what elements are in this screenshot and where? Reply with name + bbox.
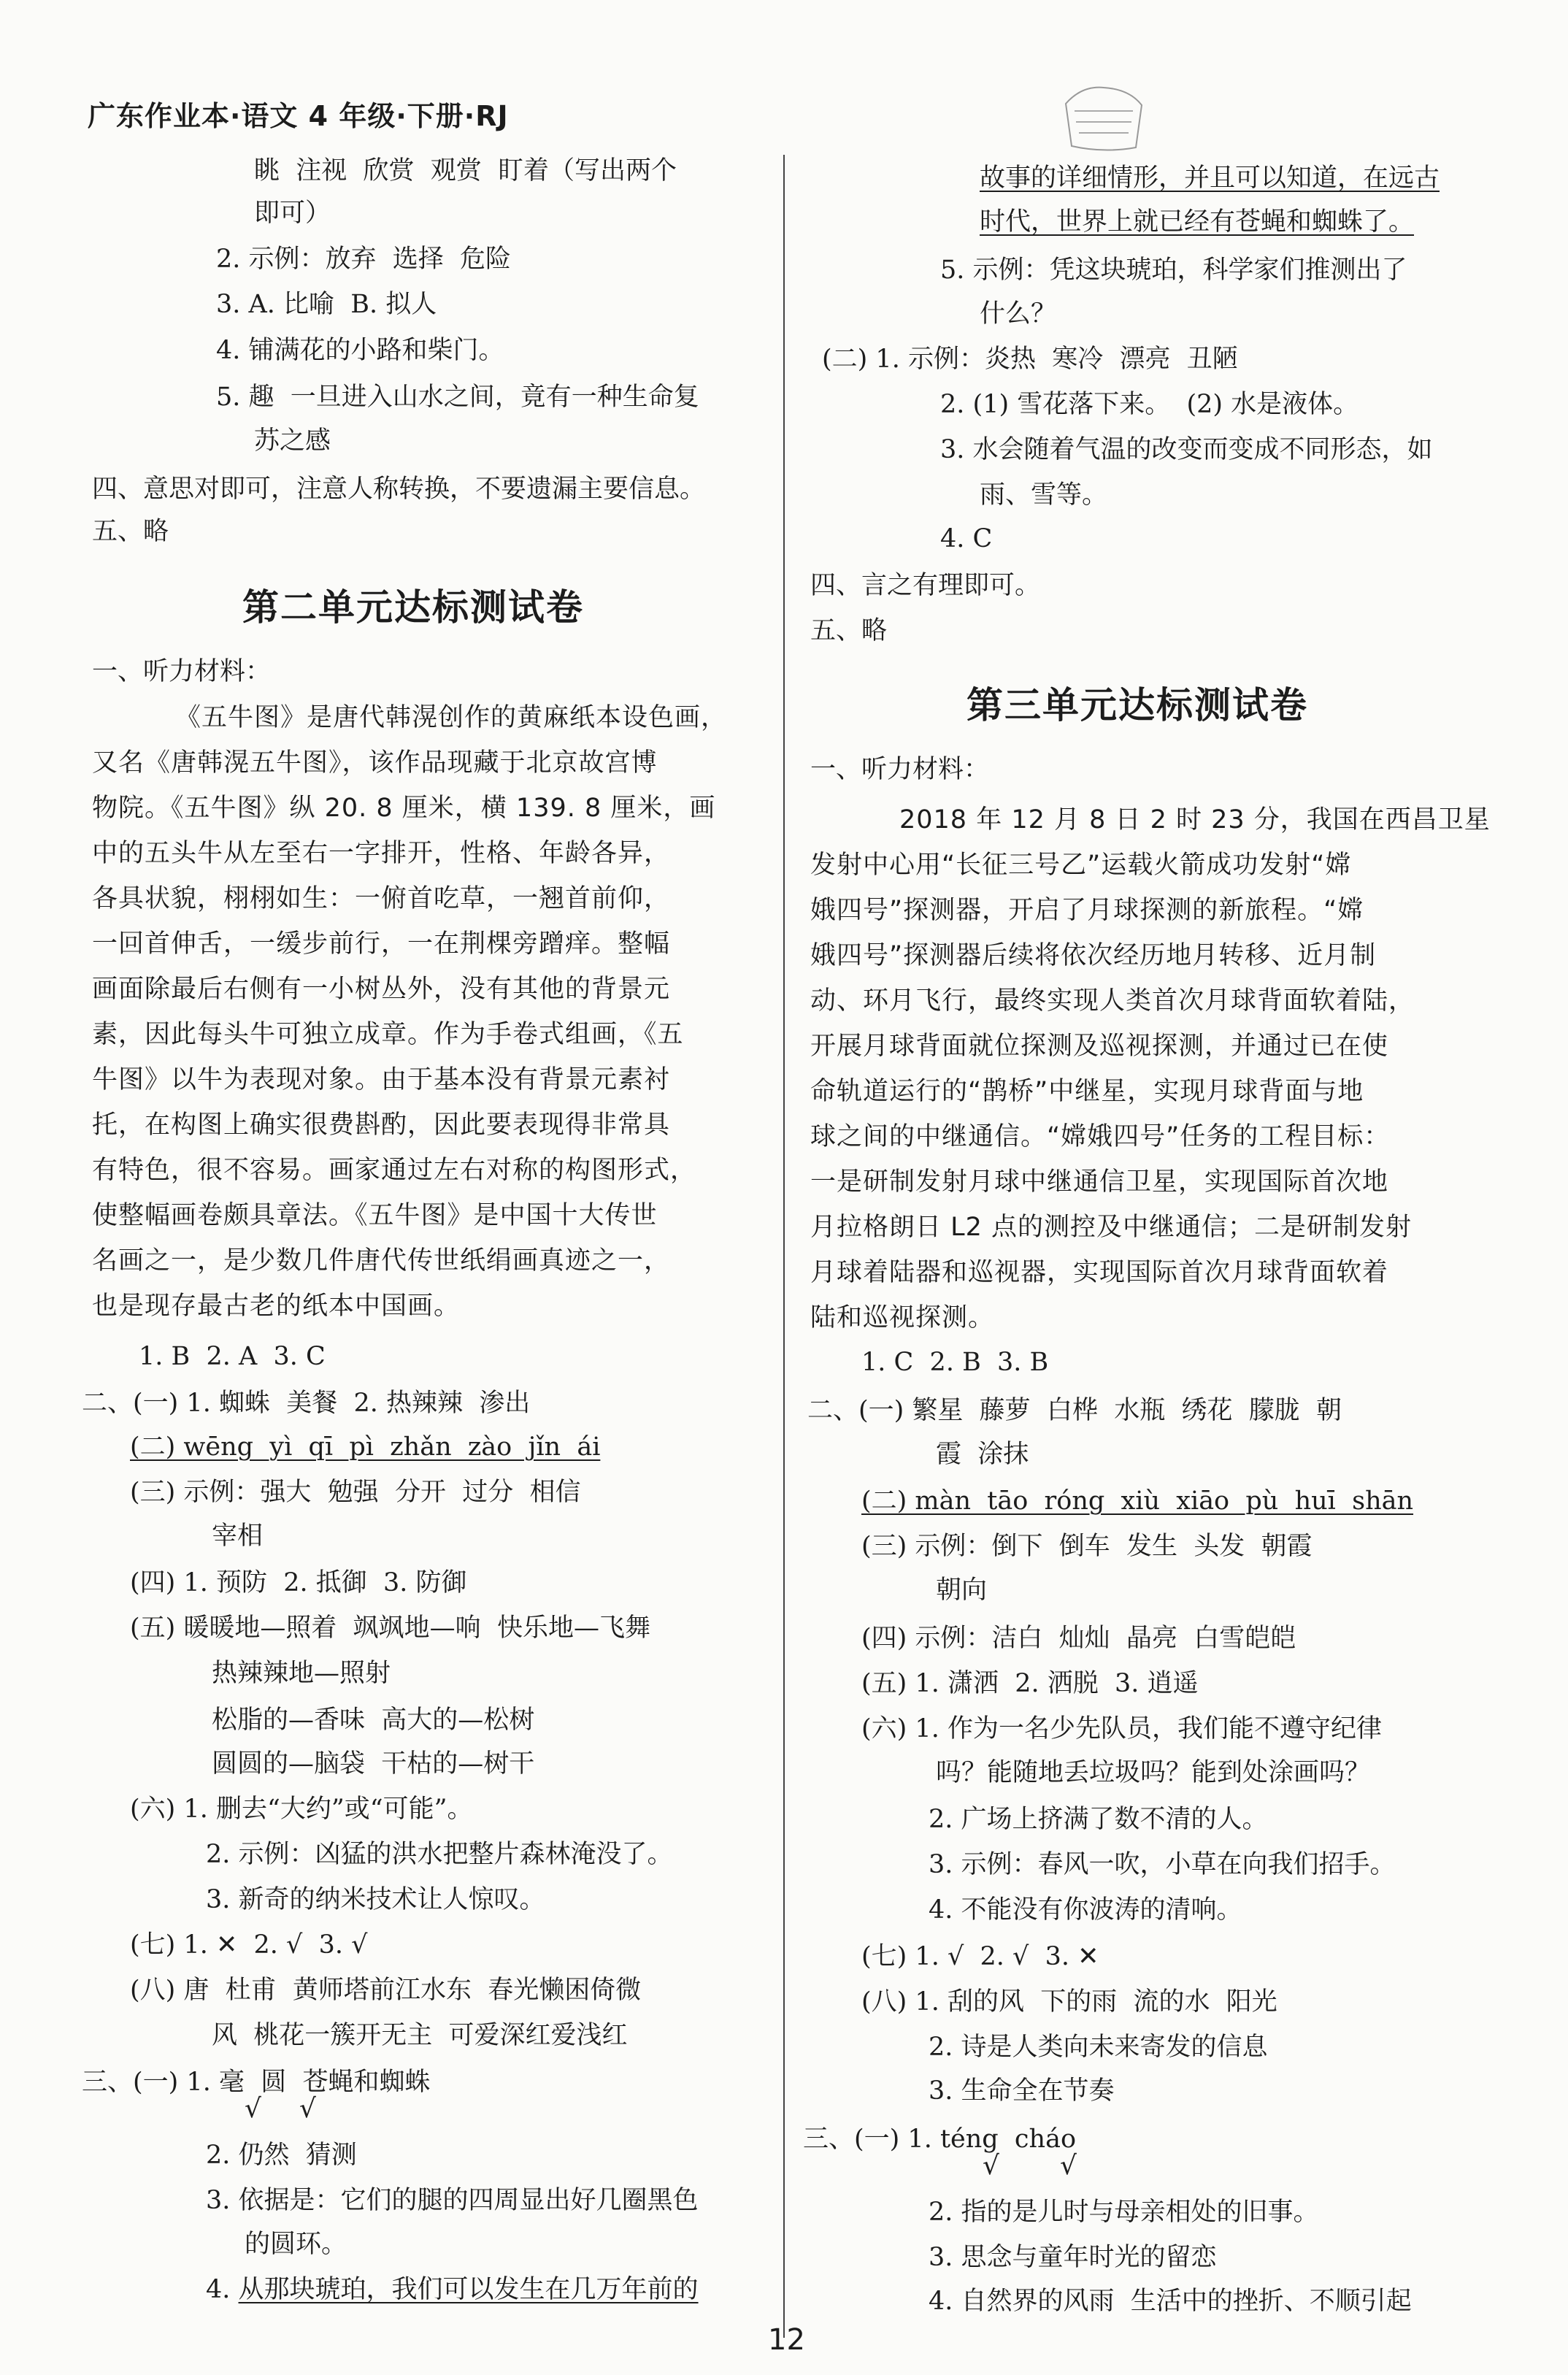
answer-line: 一、听力材料： xyxy=(92,657,272,686)
answer-line: (四) 1. 预防 2. 抵御 3. 防御 xyxy=(130,1568,467,1597)
answer-line: 五、略 xyxy=(810,616,888,645)
answer-line: 二、(一) 1. 蜘蛛 美餐 2. 热辣辣 渗出 xyxy=(82,1389,531,1418)
answer-line: 雨、雪等。 xyxy=(980,480,1108,510)
answer-line: 2. 指的是儿时与母亲相处的旧事。 xyxy=(929,2198,1319,2227)
underlined-answer: 故事的详细情形，并且可以知道，在远古 xyxy=(980,164,1440,193)
passage-line: 球之间的中继通信。“嫦娥四号”任务的工程目标： xyxy=(810,1122,1391,1151)
passage-line: 命轨道运行的“鹊桥”中继星，实现月球背面与地 xyxy=(810,1077,1364,1106)
answer-line: 2. 示例：放弃 选择 危险 xyxy=(216,245,512,274)
answer-line: (二) màn tāo róng xiù xiāo pù huī shān xyxy=(861,1486,1414,1516)
answer-line: 3. 水会随着气温的改变而变成不同形态，如 xyxy=(940,435,1433,464)
passage-line: 动、环月飞行，最终实现人类首次月球背面软着陆， xyxy=(810,986,1415,1016)
passage-line: 有特色，很不容易。画家通过左右对称的构图形式， xyxy=(92,1156,697,1185)
answer-line: 4. C xyxy=(940,524,993,553)
page-header: 广东作业本·语文 4 年级·下册·RJ xyxy=(88,100,509,132)
answer-line xyxy=(206,2274,699,2306)
answer-line: 二、(一) 繁星 藤萝 白桦 水瓶 绣花 朦胧 朝 xyxy=(807,1396,1342,1425)
answer-line: 的圆环。 xyxy=(245,2230,347,2259)
answer-line: 1. B 2. A 3. C xyxy=(139,1342,326,1371)
answer-line: 宰相 xyxy=(212,1522,264,1551)
passage-line: 月拉格朗日 L2 点的测控及中继通信；二是研制发射 xyxy=(810,1213,1413,1242)
section-title-unit3: 第三单元达标测试卷 xyxy=(966,684,1308,726)
page-number: 12 xyxy=(768,2323,805,2357)
answer-line: (七) 1. √ 2. √ 3. ✕ xyxy=(861,1942,1099,1971)
answer-line: 3. 依据是：它们的腿的四周显出好几圈黑色 xyxy=(206,2186,699,2215)
answer-line: 2. (1) 雪花落下来。 (2) 水是液体。 xyxy=(940,390,1359,419)
passage-line: 一是研制发射月球中继通信卫星，实现国际首次地 xyxy=(810,1167,1389,1197)
passage-line: 娥四号”探测器，开启了月球探测的新旅程。“嫦 xyxy=(810,896,1364,925)
answer-line: 3. A. 比喻 B. 拟人 xyxy=(216,290,437,319)
answer-line: 三、(一) 1. 毫 圆 苍蝇和蜘蛛 xyxy=(82,2068,431,2097)
answer-line: (三) 示例：倒下 倒车 发生 头发 朝霞 xyxy=(861,1532,1313,1561)
answer-line: (三) 示例：强大 勉强 分开 过分 相信 xyxy=(130,1478,581,1507)
answer-line: 3. 生命全在节奏 xyxy=(929,2076,1115,2106)
answer-line: (五) 1. 潇洒 2. 洒脱 3. 逍遥 xyxy=(861,1669,1199,1698)
check-mark: √ xyxy=(299,2094,316,2124)
answer-line: 5. 趣 一旦进入山水之间，竟有一种生命复 xyxy=(216,383,699,412)
passage-line: 娥四号”探测器后续将依次经历地月转移、近月制 xyxy=(810,941,1377,970)
answer-line: (六) 1. 删去“大约”或“可能”。 xyxy=(130,1795,473,1824)
passage-line: 使整幅画卷颇具章法。《五牛图》是中国十大传世 xyxy=(92,1201,658,1230)
answer-line: 三、(一) 1. téng cháo xyxy=(803,2125,1077,2154)
underlined-answer: 从那块琥珀，我们可以发生在几万年前的 xyxy=(238,2275,699,2304)
answer-line: 苏之感 xyxy=(254,426,331,456)
check-mark: √ xyxy=(983,2151,999,2181)
passage-line: 素，因此每头牛可独立成章。作为手卷式组画，《五 xyxy=(92,1020,684,1049)
passage-line: 也是现存最古老的纸本中国画。 xyxy=(92,1292,461,1321)
answer-line: (二) 1. 示例：炎热 寒冷 漂亮 丑陋 xyxy=(822,345,1238,374)
answer-line: 圆圆的—脑袋 干枯的—树干 xyxy=(212,1749,535,1779)
passage-line: 物院。《五牛图》纵 20. 8 厘米，横 139. 8 厘米，画 xyxy=(92,794,716,823)
answer-line: 2. 广场上挤满了数不清的人。 xyxy=(929,1805,1268,1834)
passage-line: 托，在构图上确实很费斟酌，因此要表现得非常具 xyxy=(92,1110,671,1140)
answer-line: (八) 1. 刮的风 下的雨 流的水 阳光 xyxy=(861,1987,1277,2017)
answer-line: 一、听力材料： xyxy=(810,755,990,784)
underlined-answer: 时代，世界上就已经有苍蝇和蜘蛛了。 xyxy=(980,207,1415,237)
passage-line: 各具状貌，栩栩如生：一俯首吃草，一翘首前仰， xyxy=(92,884,671,913)
answer-line: 霞 涂抹 xyxy=(936,1440,1029,1469)
check-mark: √ xyxy=(1060,2151,1077,2181)
answer-line: 朝向 xyxy=(936,1576,988,1605)
answer-line: 四、言之有理即可。 xyxy=(810,571,1041,600)
passage-line: 牛图》以牛为表现对象。由于基本没有背景元素衬 xyxy=(92,1065,671,1094)
stamp-seal xyxy=(1060,82,1148,155)
answer-line: 4. 自然界的风雨 生活中的挫折、不顺引起 xyxy=(929,2287,1412,2316)
answer-line: 风 桃花一簇开无主 可爱深红爱浅红 xyxy=(212,2021,628,2050)
passage-line: 又名《唐韩滉五牛图》，该作品现藏于北京故宫博 xyxy=(92,748,658,778)
passage-line: 《五牛图》是唐代韩滉创作的黄麻纸本设色画， xyxy=(175,703,728,732)
answer-line: (二) wēng yì qī pì zhǎn zào jǐn ái xyxy=(130,1432,601,1462)
answer-line: 即可） xyxy=(254,199,331,228)
answer-line: 3. 示例：春风一吹，小草在向我们招手。 xyxy=(929,1850,1396,1879)
answer-line: 眺 注视 欣赏 观赏 盯着（写出两个 xyxy=(254,156,677,185)
answer-line: 什么？ xyxy=(980,299,1057,329)
answer-line: (七) 1. ✕ 2. √ 3. √ xyxy=(130,1930,368,1960)
answer-line: 吗？能随地丢垃圾吗？能到处涂画吗？ xyxy=(936,1758,1371,1787)
answer-line: 四、意思对即可，注意人称转换，不要遗漏主要信息。 xyxy=(92,475,706,504)
answer-line: 4. 铺满花的小路和柴门。 xyxy=(216,336,504,365)
answer-line: 3. 新奇的纳米技术让人惊叹。 xyxy=(206,1885,545,1914)
answer-line: (四) 示例：洁白 灿灿 晶亮 白雪皑皑 xyxy=(861,1624,1296,1653)
check-mark: √ xyxy=(245,2094,261,2124)
answer-line: (八) 唐 杜甫 黄师塔前江水东 春光懒困倚微 xyxy=(130,1976,642,2005)
answer-line: (五) 暖暖地—照着 飒飒地—响 快乐地—飞舞 xyxy=(130,1614,650,1643)
answer-line: 1. C 2. B 3. B xyxy=(861,1348,1049,1377)
passage-line: 名画之一，是少数几件唐代传世纸绢画真迹之一， xyxy=(92,1246,671,1275)
passage-line: 陆和巡视探测。 xyxy=(810,1303,995,1332)
section-title-unit2: 第二单元达标测试卷 xyxy=(242,586,584,629)
passage-line: 2018 年 12 月 8 日 2 时 23 分，我国在西昌卫星 xyxy=(899,805,1491,834)
column-divider xyxy=(783,155,785,2338)
answer-line: 2. 示例：凶猛的洪水把整片森林淹没了。 xyxy=(206,1840,673,1869)
answer-line: 2. 仍然 猜测 xyxy=(206,2141,357,2170)
answer-line: 5. 示例：凭这块琥珀，科学家们推测出了 xyxy=(940,256,1407,285)
answer-line: 3. 思念与童年时光的留恋 xyxy=(929,2243,1217,2272)
passage-line: 画面除最后右侧有一小树丛外，没有其他的背景元 xyxy=(92,975,671,1004)
passage-line: 中的五头牛从左至右一字排开，性格、年龄各异， xyxy=(92,839,671,868)
answer-line: 4. 不能没有你波涛的清响。 xyxy=(929,1895,1242,1925)
answer-line: 松脂的—香味 高大的—松树 xyxy=(212,1706,535,1735)
answer-line: 2. 诗是人类向未来寄发的信息 xyxy=(929,2033,1268,2062)
passage-line: 一回首伸舌，一缓步前行，一在荆棵旁蹭痒。整幅 xyxy=(92,929,671,959)
answer-line: 热辣辣地—照射 xyxy=(212,1659,391,1688)
passage-line: 发射中心用“长征三号乙”运载火箭成功发射“嫦 xyxy=(810,851,1352,880)
answer-line: 五、略 xyxy=(92,517,169,546)
item-number: 4. xyxy=(206,2275,239,2304)
answer-line: (六) 1. 作为一名少先队员，我们能不遵守纪律 xyxy=(861,1714,1382,1743)
passage-line: 月球着陆器和巡视器，实现国际首次月球背面软着 xyxy=(810,1258,1389,1287)
passage-line: 开展月球背面就位探测及巡视探测，并通过已在使 xyxy=(810,1032,1389,1061)
